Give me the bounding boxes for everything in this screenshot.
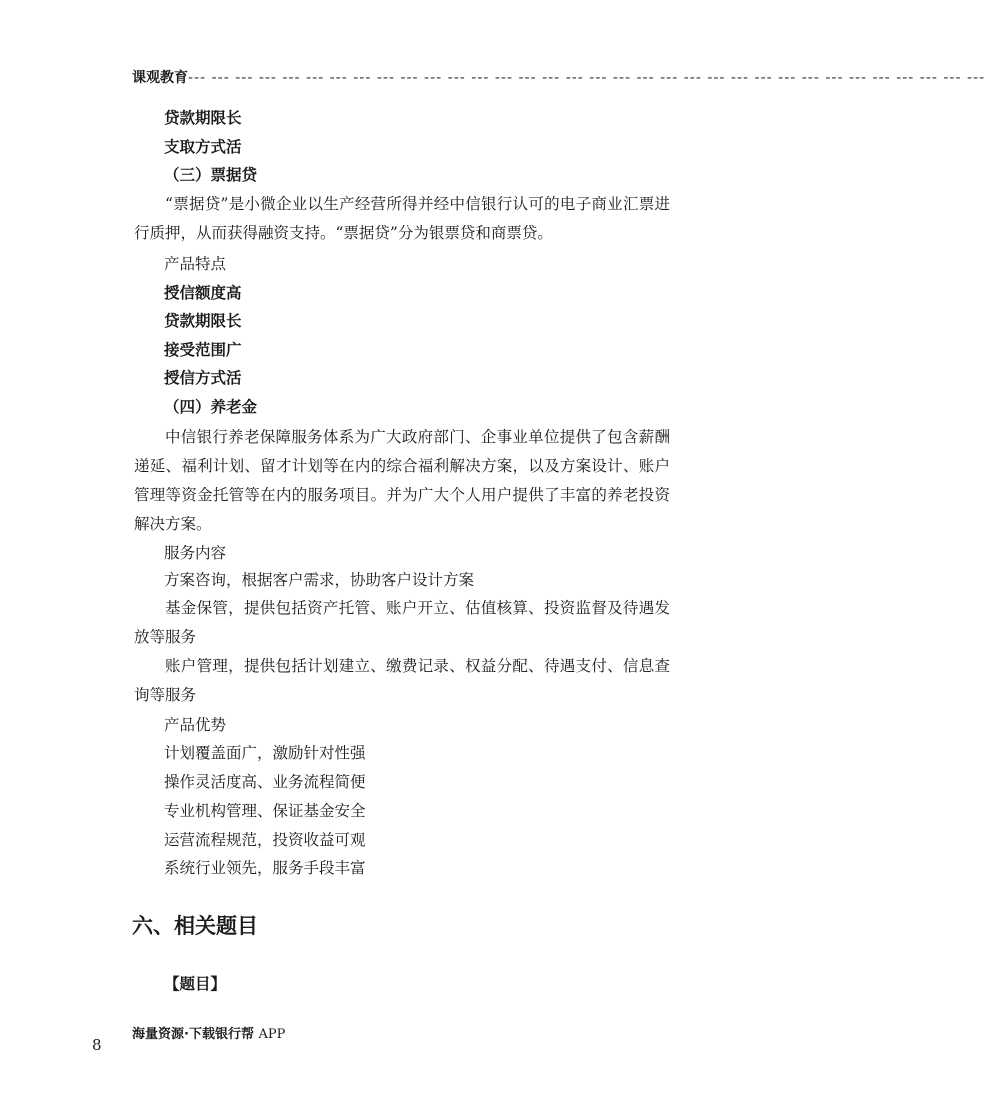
footer-text — [132, 1023, 285, 1042]
advantage-item: 操作灵活度高、业务流程简便 — [164, 773, 366, 791]
feature-item: 贷款期限长 — [164, 312, 242, 330]
question-label: 【题目】 — [164, 975, 227, 993]
page-number: 8 — [92, 1036, 102, 1054]
withdraw-method-item: 支取方式活 — [164, 138, 242, 156]
feature-item: 授信额度高 — [164, 284, 242, 302]
loan-term-item: 贷款期限长 — [164, 109, 242, 127]
section-heading-bill-loan: （三）票据贷 — [164, 166, 258, 184]
footer-app: APP — [258, 1027, 286, 1042]
service-item: 基金保管，提供包括资产托管、账户开立、估值核算、投资监督及待遇发放等服务 — [134, 599, 670, 646]
pension-paragraph: 中信银行养老保障服务体系为广大政府部门、企事业单位提供了包含薪酬递延、福利计划、留才计划等在内的综合福利解决方案，以及方案设计、账户管理等资金托管等在内的服务项目。并为广大个人用户提供了丰富的养老投资解决方案。 — [134, 428, 670, 533]
advantage-item: 运营流程规范，投资收益可观 — [164, 831, 366, 849]
advantage-item: 系统行业领先，服务手段丰富 — [164, 859, 366, 877]
service-item: 账户管理，提供包括计划建立、缴费记录、权益分配、待遇支付、信息查询等服务 — [134, 657, 670, 704]
services-label: 服务内容 — [164, 544, 227, 562]
features-label: 产品特点 — [164, 255, 227, 273]
header-title: 课观教育 — [132, 70, 188, 86]
footer-label: 海量资源·下载银行帮 — [132, 1027, 254, 1042]
advantages-label: 产品优势 — [164, 716, 227, 734]
feature-item: 授信方式活 — [164, 369, 242, 387]
page-header — [132, 68, 985, 88]
header-rule: --- --- --- --- --- --- --- --- --- --- --- --- --- --- --- --- --- --- --- --- --- --- --- --- --- --- --- --- --- --- --- --- --- --- — [188, 70, 985, 86]
section-title: 六、相关题目 — [132, 914, 258, 938]
advantage-item: 专业机构管理、保证基金安全 — [164, 802, 366, 820]
feature-item: 接受范围广 — [164, 341, 242, 359]
section-heading-pension: （四）养老金 — [164, 398, 258, 416]
bill-loan-paragraph: “票据贷”是小微企业以生产经营所得并经中信银行认可的电子商业汇票进行质押，从而获得融资支持。“票据贷”分为银票贷和商票贷。 — [134, 195, 670, 242]
advantage-item: 计划覆盖面广，激励针对性强 — [164, 744, 366, 762]
service-item: 方案咨询，根据客户需求，协助客户设计方案 — [164, 571, 475, 589]
